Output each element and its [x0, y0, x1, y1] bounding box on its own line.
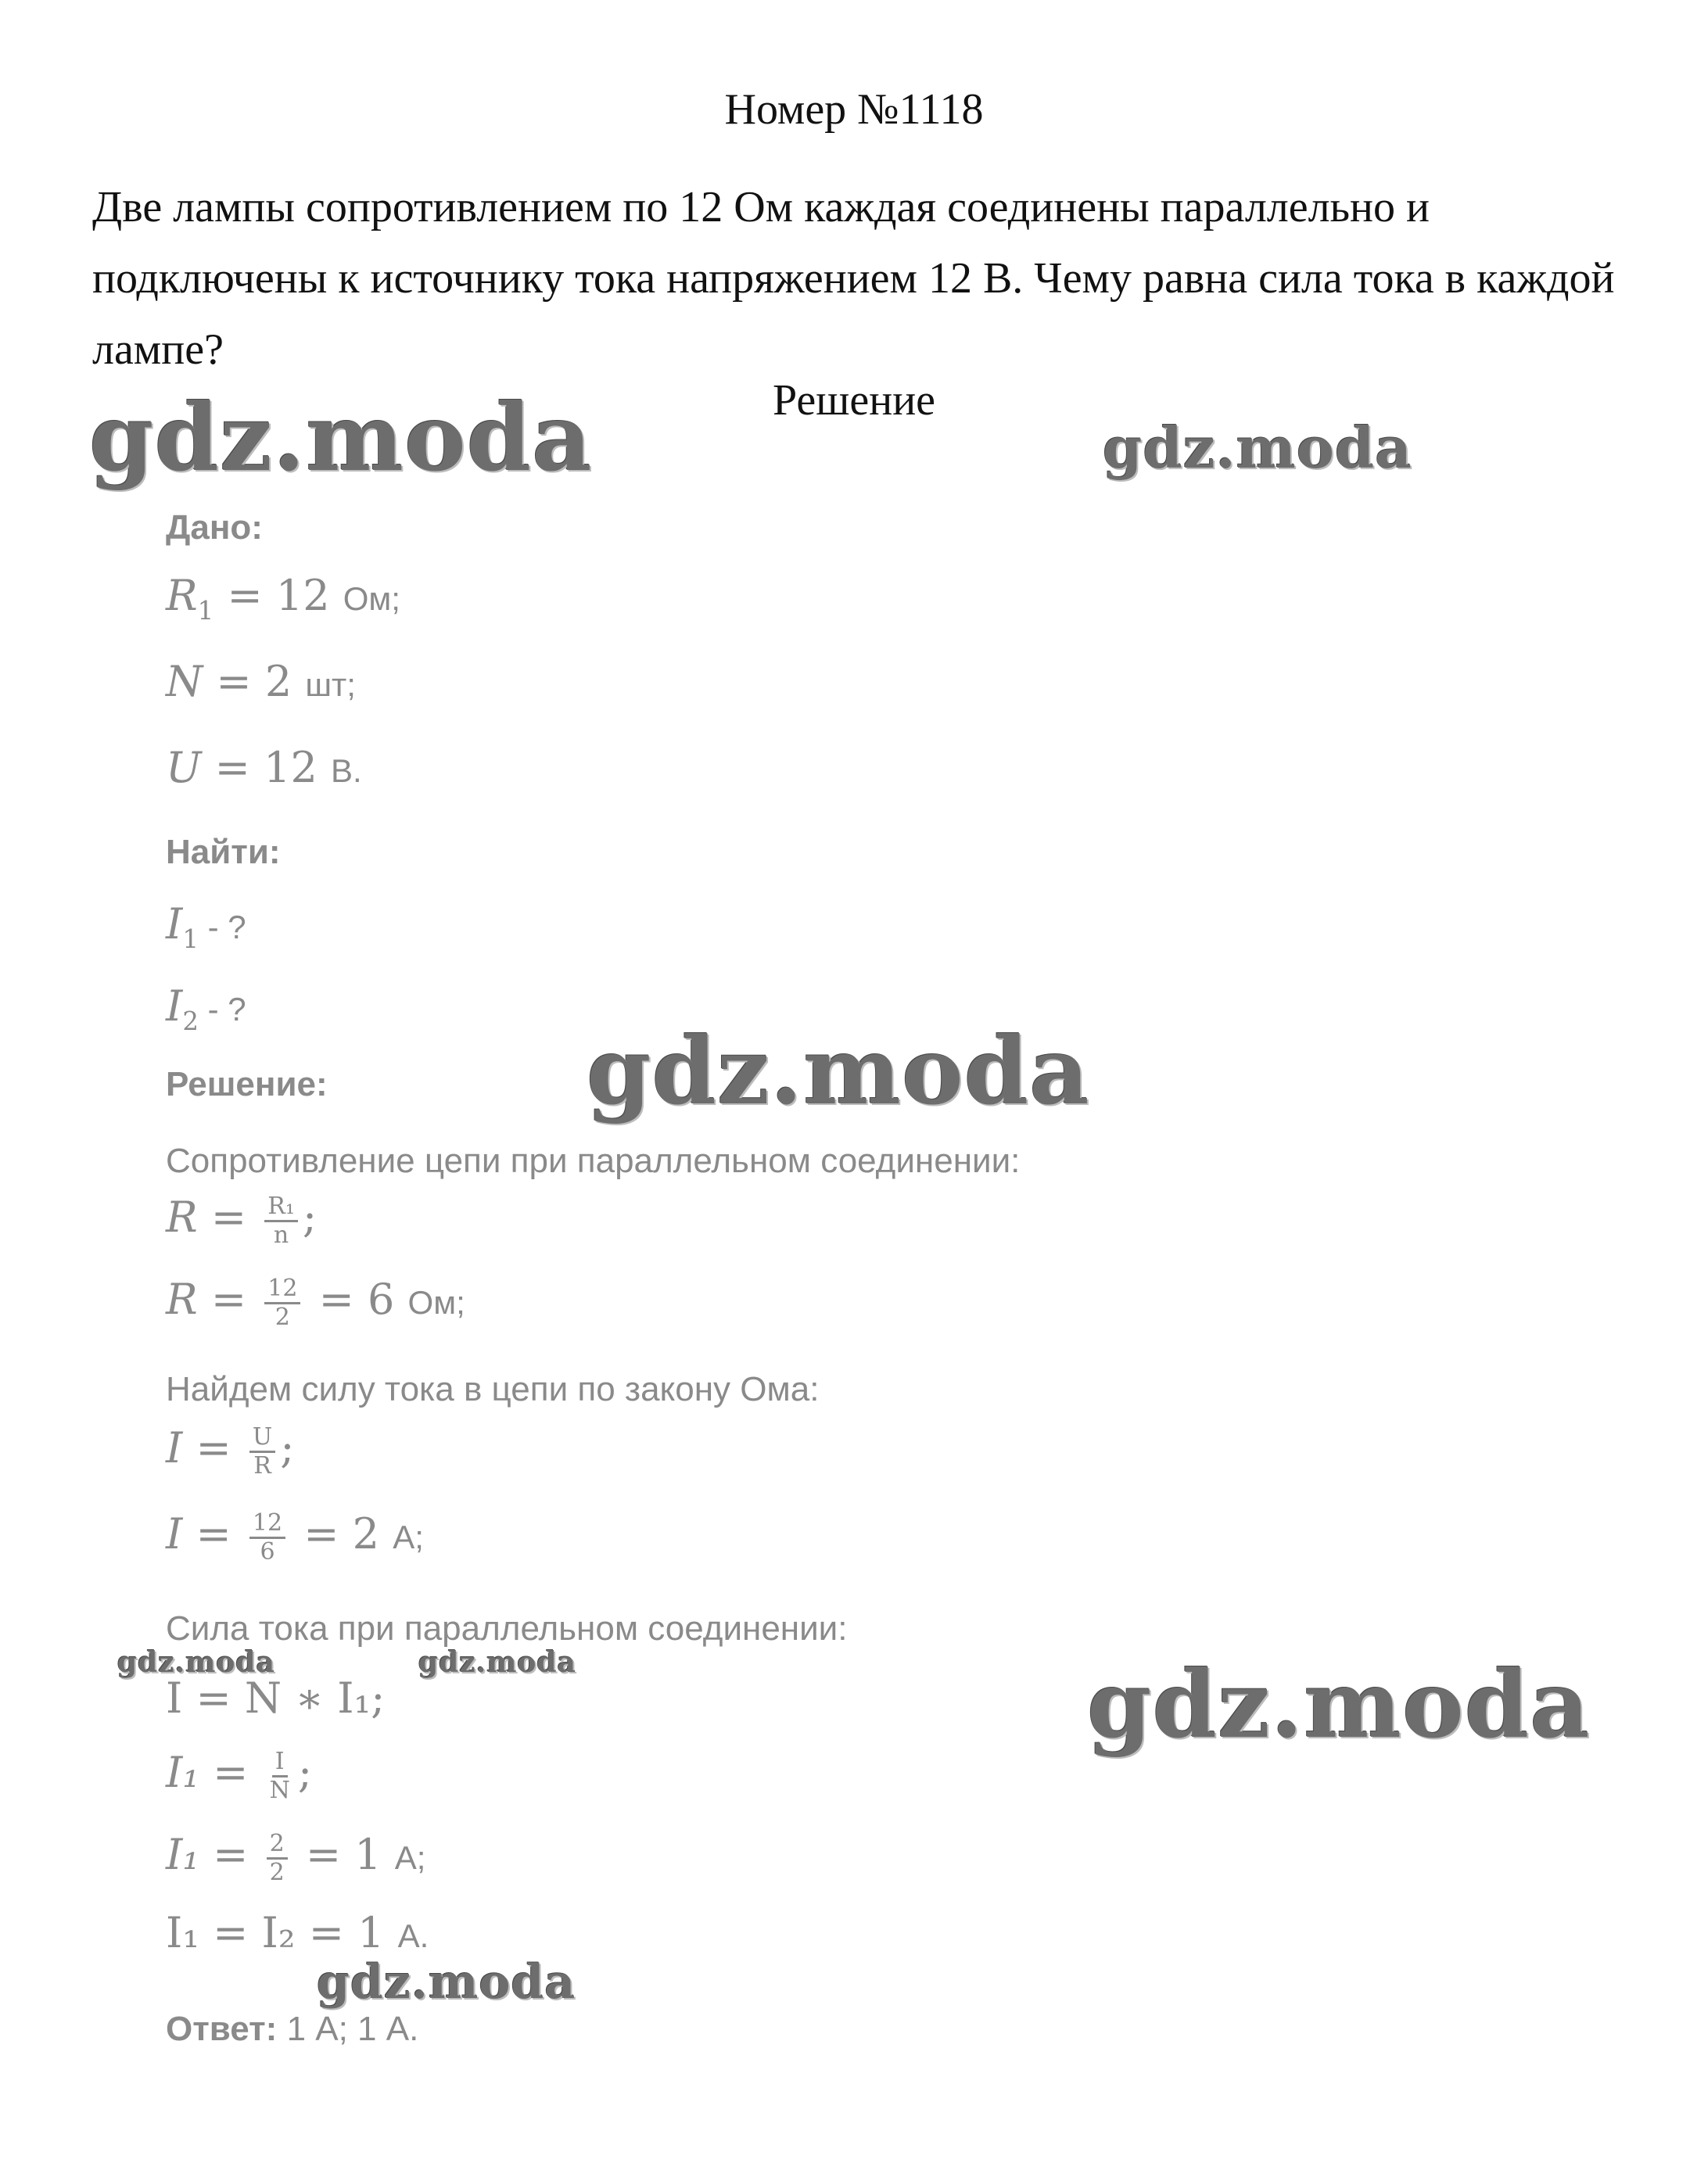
watermark: gdz.moda [418, 1646, 576, 1679]
watermark: gdz.moda [587, 1017, 1090, 1125]
eq-r-value: R = $\frac{12}{2}$ = 6 Ом; [166, 1274, 465, 1331]
text-resistance: Сопротивление цепи при параллельном соединении: [166, 1142, 1021, 1180]
given-r1: $R_1 = 12$ Ом; [166, 571, 400, 626]
answer: Ответ: 1 А; 1 А. [166, 2010, 419, 2048]
page-title: Номер №1118 [724, 85, 984, 134]
eq-i-n: I = N ∗ I₁; [166, 1673, 386, 1723]
given-n: N = 2 шт; [166, 657, 356, 706]
eq-i1-i2: I₁ = I₂ = 1 А. [166, 1908, 429, 1957]
eq-r-formula: R = $\frac{\text{R₁}}{n}$ ; [166, 1192, 318, 1249]
watermark: gdz.moda [317, 1955, 576, 2010]
watermark: gdz.moda [89, 383, 593, 492]
find-i1: $I_1$ - ? [166, 899, 246, 954]
find-label: Найти: [166, 833, 281, 871]
eq-i1-formula: I₁ = $\frac{I}{N}$ ; [166, 1747, 313, 1804]
eq-i-formula: I = $\frac{U}{R}$ ; [166, 1422, 295, 1480]
given-label: Дано: [166, 508, 263, 547]
watermark: gdz.moda [1087, 1650, 1591, 1759]
text-parallel: Сила тока при параллельном соединении: [166, 1609, 848, 1648]
watermark: gdz.moda [117, 1646, 275, 1679]
text-ohm: Найдем силу тока в цепи по закону Ома: [166, 1370, 820, 1408]
watermark: gdz.moda [1103, 414, 1412, 481]
find-i2: $I_2$ - ? [166, 981, 246, 1036]
given-u: U = 12 В. [166, 743, 362, 792]
section-heading: Решение [772, 376, 936, 425]
solution-label: Решение: [166, 1065, 328, 1103]
eq-i-value: I = $\frac{12}{6}$ = 2 А; [166, 1508, 424, 1566]
eq-i1-value: I₁ = $\frac{2}{2}$ = 1 А; [166, 1829, 426, 1886]
problem-statement: Две лампы сопротивлением по 12 Ом каждая соединены параллельно и подключены к источнику тока напряжением 12 В. Чему равна сила тока в каждой лампе? [92, 183, 1615, 374]
